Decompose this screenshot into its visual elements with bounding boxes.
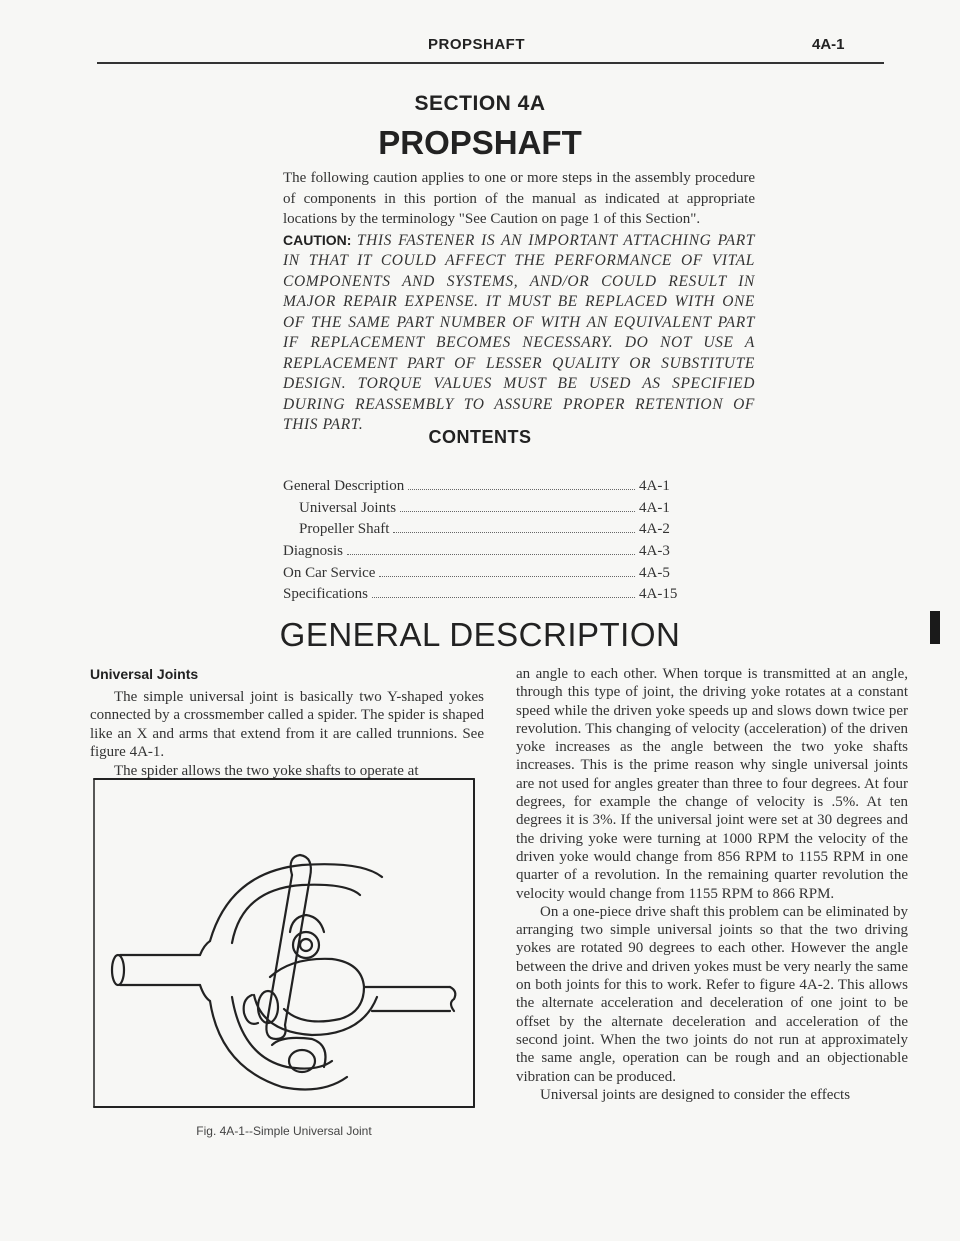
page-title: PROPSHAFT (378, 124, 582, 161)
intro-paragraph: The following caution applies to one or more steps in the assembly procedure of components in this portion of the manual as indicated at appropriate locations by the terminology "See Caution on page 1 of this Section". (283, 170, 755, 227)
general-description-heading: GENERAL DESCRIPTION (279, 616, 681, 653)
header-rule (97, 62, 884, 64)
left-column (90, 665, 484, 780)
table-of-contents (283, 478, 683, 608)
toc-item-general-description[interactable]: General Description 4A-1 (283, 478, 670, 494)
contents-title: CONTENTS (428, 427, 532, 447)
toc-item-specifications[interactable]: Specifications 4A-15 (283, 586, 678, 603)
running-header-title: PROPSHAFT (428, 36, 526, 53)
right-column (516, 665, 908, 1104)
toc-item-propeller-shaft[interactable]: Propeller Shaft 4A-2 (299, 521, 670, 538)
left-paragraph-2: The spider allows the two yoke shafts to operate at (114, 762, 419, 779)
left-paragraph-1: The simple universal joint is basically two Y-shaped yokes connected by a crossmember called a spider. The spider is shaped like an X and arms that extend from it are called trunnions. See figure 4A-1. (90, 688, 484, 760)
right-paragraph-3: Universal joints are designed to consider the effects (540, 1086, 851, 1103)
universal-joint-figure (92, 777, 476, 1122)
toc-item-universal-joints[interactable]: Universal Joints 4A-1 (299, 499, 670, 516)
caution-label: CAUTION: (283, 231, 352, 248)
figure-caption: Fig. 4A-1--Simple Universal Joint (196, 1124, 372, 1138)
caution-text: THIS FASTENER IS AN IMPORTANT ATTACHING PART IN THAT IT COULD AFFECT THE PERFORMANCE OF VITAL COMPONENTS AND SYSTEMS, AND/OR COULD RESULT IN MAJOR REPAIR EXPENSE. IT MUST BE REPLACED WITH ONE OF THE SAME PART NUMBER OF WITH AN EQUIVALENT PART IF REPLACEMENT BECOMES NECESSARY. DO NOT USE A REPLACEMENT PART OF LESSER QUALITY OR SUBSTITUTE DESIGN. TORQUE VALUES MUST BE USED AS SPECIFIED DURING REASSEMBLY TO ASSURE PROPER RETENTION OF THIS PART. (283, 231, 755, 433)
caution-block (283, 230, 755, 436)
section-thumb-tab (930, 611, 940, 644)
caution-intro (283, 168, 755, 436)
toc-item-diagnosis[interactable]: Diagnosis 4A-3 (283, 543, 670, 560)
right-paragraph-2: On a one-piece drive shaft this problem can be eliminated by arranging two simple universal joints so that the two driving yokes are rotated 90 degrees to each other. However the angle between the drive and driven yokes must be very nearly the same on both joints for this to work. Refer to figure 4A-2. This allows the alternate acceleration and deceleration of one joint to be offset by the alternate deceleration and acceleration of the second joint. When the two joints do not run at approximately the same angle, operation can be rough and an objectionable vibration can be produced. (516, 903, 908, 1085)
universal-joints-subhead: Universal Joints (90, 666, 199, 682)
section-title: SECTION 4A (414, 92, 546, 115)
right-paragraph-1: an angle to each other. When torque is transmitted at an angle, through this type of joint, the driving yoke rotates at a constant speed while the driven yoke speeds up and slows down twice per revolution. This changing of velocity (acceleration) of the driven yoke increases as the angle between the two yoke shafts increases. This is the prime reason why single universal joints are not used for angles greater than three to four degrees. At four degrees, for example the change of velocity is .5%. At ten degrees it is 3%. If the universal joint were set at 30 degrees and the driving yoke were turning at 1000 RPM the velocity of the driven yoke would change from 856 RPM to 1155 RPM in one quarter of a revolution. In the remaining quarter revolution the velocity would change from 1155 RPM to 866 RPM. (516, 666, 908, 902)
page-number: 4A-1 (812, 36, 845, 53)
toc-item-on-car-service[interactable]: On Car Service 4A-5 (283, 564, 670, 581)
